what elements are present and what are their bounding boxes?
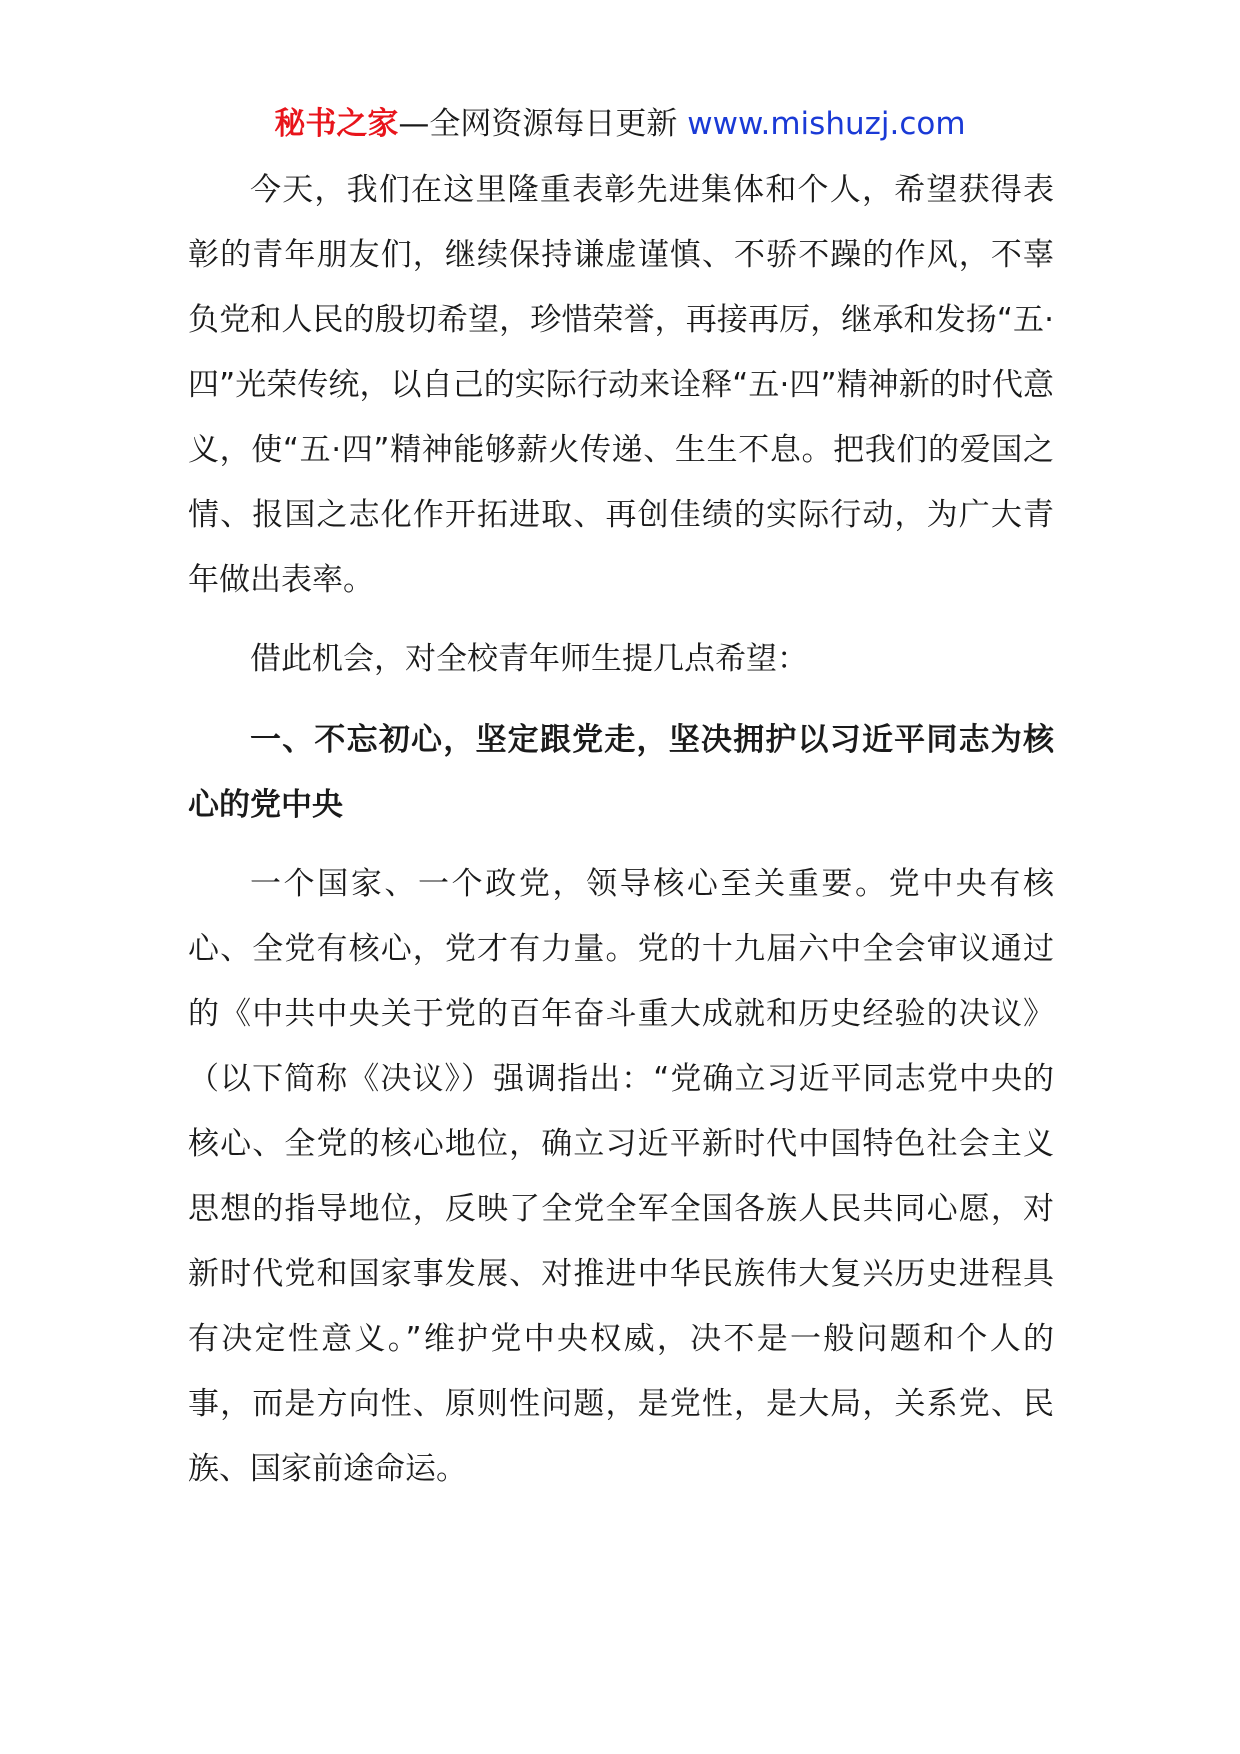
section-heading-1: 一、不忘初心，坚定跟党走，坚决拥护以习近平同志为核心的党中央: [188, 722, 1054, 823]
header-dash: —: [398, 106, 430, 142]
paragraph-commendation: 今天，我们在这里隆重表彰先进集体和个人，希望获得表彰的青年朋友们，继续保持谦虚谨慎、不骄不躁的作风，不辜负党和人民的殷切希望，珍惜荣誉，再接再厉，继承和发扬“五·四”光荣传统，以自己的实际行动来诠释“五·四”精神新的时代意义，使“五·四”精神能够薪火传递、生生不息。把我们的爱国之情、报国之志化作开拓进取、再创佳绩的实际行动，为广大青年做出表率。: [188, 172, 1054, 598]
header-slogan: 全网资源每日更新: [429, 106, 678, 142]
header-brand: 秘书之家: [274, 106, 399, 142]
header-url-link[interactable]: www.mishuzj.com: [687, 106, 966, 142]
paragraph-hopes-intro: 借此机会，对全校青年师生提几点希望：: [250, 641, 808, 677]
page-header: [0, 100, 1240, 148]
paragraph-leadership-core: 一个国家、一个政党，领导核心至关重要。党中央有核心、全党有核心，党才有力量。党的十九届六中全会审议通过的《中共中央关于党的百年奋斗重大成就和历史经验的决议》（以下简称《决议》）强调指出：“党确立习近平同志党中央的核心、全党的核心地位，确立习近平新时代中国特色社会主义思想的指导地位，反映了全党全军全国各族人民共同心愿，对新时代党和国家事发展、对推进中华民族伟大复兴历史进程具有决定性意义。”维护党中央权威，决不是一般问题和个人的事，而是方向性、原则性问题，是党性，是大局，关系党、民族、国家前途命运。: [188, 866, 1054, 1487]
document-body: [188, 158, 1054, 1502]
